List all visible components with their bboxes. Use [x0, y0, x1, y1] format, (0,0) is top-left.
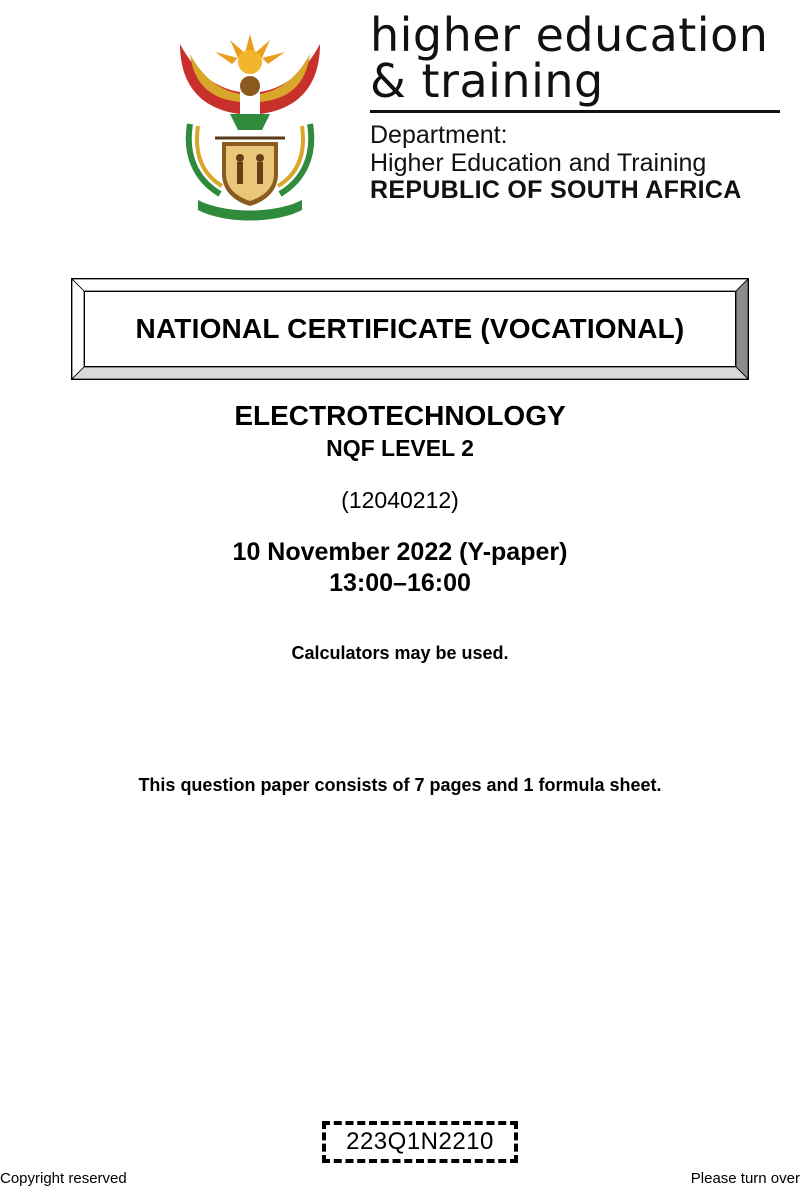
exam-time: 13:00–16:00 — [329, 569, 471, 597]
paper-code: 223Q1N2210 — [346, 1128, 494, 1155]
footer-copyright: Copyright reserved — [0, 1170, 127, 1187]
coat-of-arms-icon — [160, 14, 340, 224]
brand-divider — [370, 110, 780, 113]
department-country: REPUBLIC OF SOUTH AFRICA — [370, 176, 742, 204]
brand-title-line2: & training — [370, 54, 604, 108]
certificate-title-box — [71, 278, 749, 380]
certificate-title-inner — [84, 291, 736, 367]
footer-turn-over: Please turn over — [690, 1170, 800, 1187]
subject-title: ELECTROTECHNOLOGY — [234, 400, 566, 431]
page-count-note: This question paper consists of 7 pages and 1 formula sheet. — [138, 775, 662, 795]
paper-code-box — [322, 1121, 518, 1163]
nqf-level: NQF LEVEL 2 — [326, 435, 474, 461]
subject-code: (12040212) — [341, 487, 459, 513]
exam-date: 10 November 2022 (Y-paper) — [232, 538, 568, 566]
department-label: Department: — [370, 121, 508, 149]
coat-of-arms-logo — [160, 14, 340, 224]
brand-title-line1: higher education — [370, 8, 769, 62]
calculators-note: Calculators may be used. — [291, 643, 509, 663]
certificate-title: NATIONAL CERTIFICATE (VOCATIONAL) — [135, 313, 685, 344]
department-name: Higher Education and Training — [370, 149, 707, 177]
